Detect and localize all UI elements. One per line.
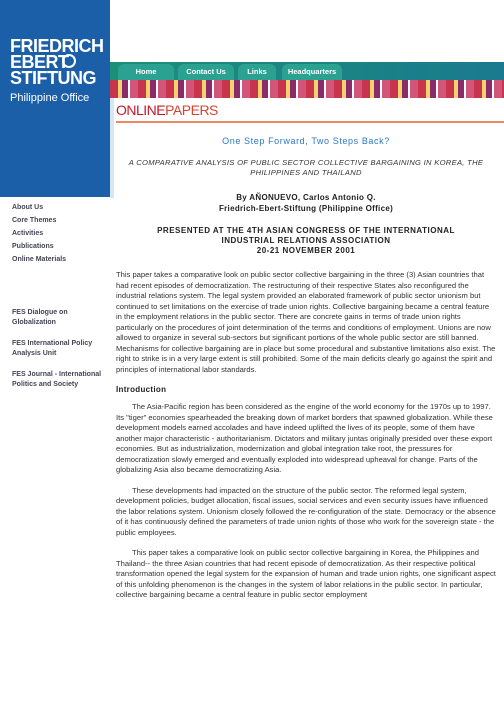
author-affiliation: Friedrich-Ebert-Stiftung (Philippine Office) [218,204,394,213]
sidebar-item-publications[interactable]: Publications [12,243,54,250]
abstract-paragraph: This paper takes a comparative look on public sector collective bargaining in the three (3) Asian countries that had recent episodes of democratization. The restructuring of their respective States also reconfigured the industrial relations system. The legal system provided an elaborated framework of public sector unionism but continued to set limitations on the exercise of trade union rights. Collective bargaining became a central feature in the employment relations in the public sector. There are concrete gains in terms of trade union rights particularly on the procedures of joint determination of the terms and conditions of employment. Unions are now allowed to organize in several sub-sectors but significant portions of the whole public sector are still banned. Mechanisms for collective bargaining are in place but some procedural and substantive limitations also exist. The right to strike is in a very large extent is still prohibited. Some of the main deficits clearly go against the spirit and principles of international labor standards. [116,270,496,374]
brand-panel [0,0,110,197]
author-block [116,192,496,214]
intro-paragraph-2: These developments had impacted on the structure of the public sector. The reformed legal system, development policies, budget allocation, fiscal issues, social services and even security issues have influenced the labor relations system. Unionism closely followed the re-configuration of the state. Democracy or the absence of it has continuously defined the parameters of trade union rights of those who work for the sovereign state - the public employees. [116,485,496,537]
section-header-part2: PAPERS [165,102,218,118]
presented-line-1: PRESENTED AT THE 4TH ASIAN CONGRESS OF THE INTERNATIONAL [157,226,455,235]
sidebar-nav [12,204,107,269]
article-subtitle: A COMPARATIVE ANALYSIS OF PUBLIC SECTOR COLLECTIVE BARGAINING IN KOREA, THE PHILIPPINES AND THAILAND [128,158,484,177]
sidebar-item-about-us[interactable]: About Us [12,204,44,211]
header-divider [116,121,504,123]
nav-tab-links[interactable]: Links [238,64,276,80]
sidebar-item-activities[interactable]: Activities [12,230,44,237]
sidebar-item-online-materials[interactable]: Online Materials [12,256,67,263]
presented-line-2: INDUSTRIAL RELATIONS ASSOCIATION [221,236,391,245]
office-label: Philippine Office [10,92,90,104]
sidebar-item-dialogue-globalization[interactable]: FES Dialogue on Globalization [12,309,68,326]
presented-date: 20-21 NOVEMBER 2001 [256,246,356,255]
nav-tab-contact[interactable]: Contact Us [178,64,234,80]
section-header-part1: ONLINE [116,102,166,118]
article-title: One Step Forward, Two Steps Back? [222,136,390,146]
nav-tab-headquarters[interactable]: Headquarters [282,64,342,80]
nav-tab-home[interactable]: Home [118,64,174,80]
sidebar-item-journal[interactable]: FES Journal - International Politics and Society [12,371,102,388]
logo-line-1: FRIEDRICH [10,36,104,56]
sidebar-item-policy-analysis[interactable]: FES International Policy Analysis Unit [12,340,93,357]
sidebar-item-core-themes[interactable]: Core Themes [12,217,57,224]
logo-line-3: STIFTUNG [10,68,96,88]
textile-banner [110,80,504,98]
article [116,136,496,611]
fes-logo[interactable] [10,38,104,86]
decorative-strip [110,98,114,198]
header-band [110,0,504,62]
author-name: By AÑONUEVO, Carlos Antonio Q. [236,193,376,202]
introduction-heading: Introduction [116,385,167,394]
intro-paragraph-1: The Asia-Pacific region has been considered as the engine of the world economy for the 1970s up to 1997. Its "tiger" economies spearheaded the breaking down of market borders that spawned globalization. While these development models earned accolades and have indeed uplifted the lives of its people, some of them have another major characteristic - authoritarianism. Dictators and military juntas originally presided over these export economies. But as industrialization, modernization and global integration take root, the pressures for democratization slowly emerged and eventually exploded into widespread upheaval for change. Parts of the globalizing Asia also became democratizing Asia. [116,402,493,474]
sidebar-secondary [12,308,107,401]
presentation-info [116,226,496,256]
intro-paragraph-3: This paper takes a comparative look on public sector collective bargaining in Korea, the Philippines and Thailand-- the three Asian countries that had recent episode of democratization. As their respective political transformation opened the legal system for the expansion of human and trade union rights, one significant aspect of this unfolding phenomenon is the changes in the system of labor relations in the public sector. In particular, collective bargaining became a central feature in public sector employment [116,548,496,599]
globe-icon [62,54,76,68]
logo-line-2: EBERT [10,52,69,72]
section-header [116,102,218,118]
